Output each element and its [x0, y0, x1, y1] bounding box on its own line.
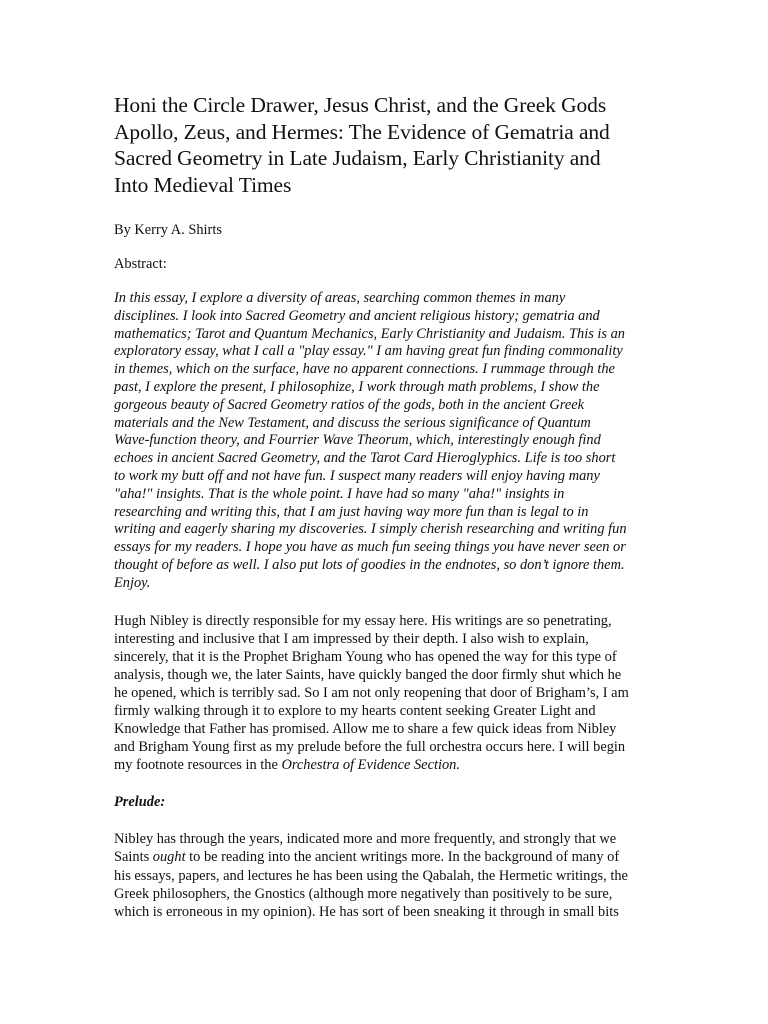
paragraph-line: he opened, which is terribly sad. So I am not only reopening that door of Brigham’s, I am — [114, 684, 629, 701]
abstract-line: mathematics; Tarot and Quantum Mechanics, Early Christianity and Judaism. This is an — [114, 325, 625, 342]
body-paragraph-prelude — [114, 830, 654, 920]
paragraph-line: and Brigham Young first as my prelude before the full orchestra occurs here. I will begin — [114, 739, 626, 756]
abstract-line: "aha!" insights. That is the whole point. I have had so many "aha!" insights in — [114, 485, 565, 502]
title-line: Honi the Circle Drawer, Jesus Christ, and the Greek Gods — [114, 93, 607, 117]
abstract-line: disciplines. I look into Sacred Geometry and ancient religious history; gematria and — [114, 307, 600, 324]
title-line: Sacred Geometry in Late Judaism, Early Christianity and — [114, 146, 601, 170]
paragraph-text: Saints — [114, 849, 153, 866]
title-line: Apollo, Zeus, and Hermes: The Evidence of Gematria and — [114, 119, 610, 144]
paragraph-line: analysis, though we, the later Saints, have quickly banged the door firmly shut which he — [114, 666, 622, 683]
title-line: Into Medieval Times — [114, 172, 292, 197]
paragraph-line: his essays, papers, and lectures he has been using the Qabalah, the Hermetic writings, the — [114, 867, 628, 884]
paragraph-line: firmly walking through it to explore to my hearts content seeking Greater Light and — [114, 703, 596, 720]
paragraph-text: to be reading into the ancient writings more. In the background of many of — [185, 849, 620, 866]
abstract-body — [114, 290, 654, 593]
paragraph-line — [114, 848, 654, 866]
emphasis-ought: ought — [152, 849, 186, 866]
abstract-line: essays for my readers. I hope you have as much fun seeing things you have never seen or — [114, 539, 626, 556]
abstract-line: in themes, which on the surface, have no apparent connections. I rummage through the — [114, 361, 615, 378]
author-byline: By Kerry A. Shirts — [114, 222, 222, 238]
abstract-line: past, I explore the present, I philosophize, I work through math problems, I show the — [114, 378, 600, 395]
paragraph-line: interesting and inclusive that I am impressed by their depth. I also wish to explain, — [114, 630, 589, 647]
document-page — [114, 92, 654, 940]
paragraph-text: my footnote resources in the — [114, 757, 282, 774]
paragraph-line — [114, 756, 654, 774]
body-paragraph-nibley — [114, 612, 654, 775]
paragraph-line: which is erroneous in my opinion). He has sort of been sneaking it through in small bits — [114, 903, 619, 920]
abstract-line: exploratory essay, what I call a "play essay." I am having great fun finding commonality — [114, 343, 623, 360]
abstract-line: to work my butt off and not have fun. I suspect many readers will enjoy having many — [114, 467, 600, 484]
paragraph-line: Knowledge that Father has promised. Allow me to share a few quick ideas from Nibley — [114, 721, 617, 738]
section-reference: Orchestra of Evidence Section. — [281, 757, 460, 774]
abstract-label: Abstract: — [114, 256, 167, 272]
abstract-line: thought of before as well. I also put lots of goodies in the endnotes, so don’t ignore them. — [114, 556, 625, 573]
abstract-line: materials and the New Testament, and discuss the serious significance of Quantum — [114, 414, 591, 431]
section-heading-prelude: Prelude: — [114, 794, 166, 811]
abstract-line: In this essay, I explore a diversity of areas, searching common themes in many — [114, 290, 566, 306]
abstract-line: Enjoy. — [114, 574, 151, 591]
abstract-line: researching and writing this, that I am just having way more fun than is legal to in — [114, 503, 589, 520]
abstract-line: writing and eagerly sharing my discoveries. I simply cherish researching and writing fun — [114, 521, 627, 538]
paragraph-line: sincerely, that it is the Prophet Brigham Young who has opened the way for this type of — [114, 648, 617, 665]
abstract-line: gorgeous beauty of Sacred Geometry ratios of the gods, both in the ancient Greek — [114, 396, 584, 413]
abstract-line: Wave-function theory, and Fourrier Wave Theorum, which, interestingly enough find — [114, 432, 601, 449]
paragraph-line: Hugh Nibley is directly responsible for my essay here. His writings are so penetrating, — [114, 612, 612, 629]
paragraph-line: Greek philosophers, the Gnostics (although more negatively than positively to be sure, — [114, 885, 613, 902]
document-title — [114, 92, 654, 198]
paragraph-line: Nibley has through the years, indicated more and more frequently, and strongly that we — [114, 831, 617, 848]
abstract-line: echoes in ancient Sacred Geometry, and the Tarot Card Hieroglyphics. Life is too short — [114, 450, 616, 467]
